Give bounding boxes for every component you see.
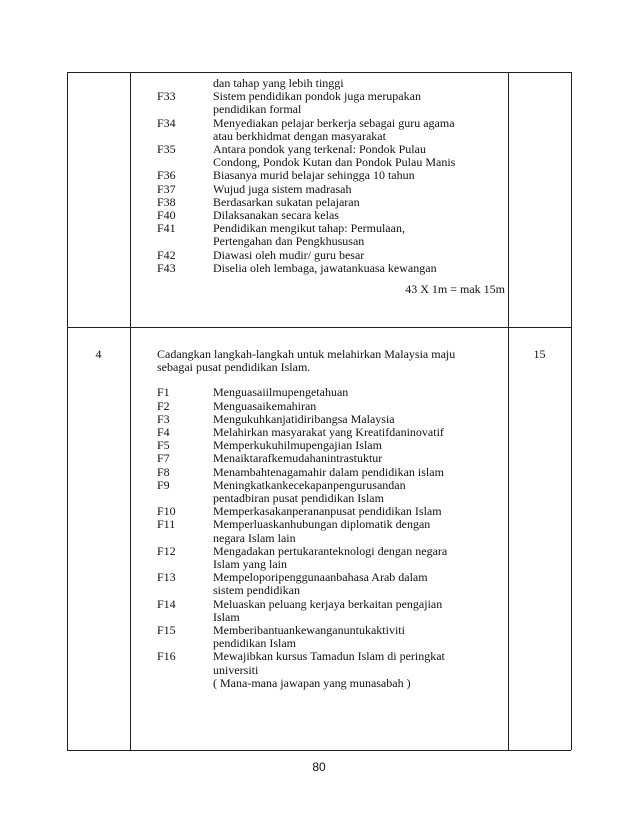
table-border-right (571, 72, 572, 750)
item-text: Memperkukuhilmupengajian Islam (213, 438, 382, 453)
item-code: F8 (157, 464, 170, 479)
item-code: F33 (157, 89, 176, 104)
item-code: F16 (157, 649, 176, 664)
list-item (157, 262, 507, 275)
item-text: universiti (213, 662, 259, 677)
list-item (157, 624, 507, 637)
row2-items (157, 386, 507, 690)
list-item (157, 664, 507, 677)
list-item (157, 466, 507, 479)
list-item (157, 400, 507, 413)
item-text: sistem pendidikan (213, 583, 300, 598)
list-item (157, 169, 507, 182)
list-item (157, 90, 507, 103)
list-item (157, 532, 507, 545)
item-code: F7 (157, 451, 170, 466)
list-item (157, 183, 507, 196)
item-text: Mengadakan pertukaranteknologi dengan negara (213, 543, 448, 558)
question-marks: 15 (533, 347, 546, 361)
item-text: pentadbiran pusat pendidikan Islam (213, 491, 384, 506)
list-item (157, 650, 507, 663)
list-item (157, 584, 507, 597)
item-text: Pertengahan dan Pengkhususan (213, 234, 365, 249)
item-code: F41 (157, 221, 176, 236)
item-text: Diselia oleh lembaga, jawatankuasa kewangan (213, 260, 437, 275)
item-code: F5 (157, 438, 170, 453)
item-text: Menambahtenagamahir dalam pendidikan islam (213, 464, 444, 479)
item-code: F2 (157, 398, 170, 413)
item-text: Memperluaskanhubungan diplomatik dengan (213, 517, 431, 532)
item-code: F14 (157, 596, 176, 611)
item-text: atau berkhidmat dengan masyarakat (213, 128, 386, 143)
item-text: Mempeloporipenggunaanbahasa Arab dalam (213, 570, 428, 585)
item-code: F13 (157, 570, 176, 585)
item-text: Menyediakan pelajar berkerja sebagai guru agama (213, 115, 455, 130)
list-item (157, 677, 507, 690)
item-text: Wujud juga sistem madrasah (213, 181, 352, 196)
item-text: Antara pondok yang terkenal: Pondok Pulau (213, 142, 426, 157)
list-item (157, 249, 507, 262)
list-item (157, 452, 507, 465)
item-code: F1 (157, 385, 170, 400)
row2-answer-list (157, 348, 507, 690)
answer-table (67, 72, 571, 750)
item-text: Islam (213, 609, 240, 624)
list-item (157, 518, 507, 531)
question-text: Cadangkan langkah-langkah untuk melahirkan Malaysia maju sebagai pusat pendidikan Islam. (157, 347, 456, 375)
item-code: F4 (157, 425, 170, 440)
item-code: F35 (157, 142, 176, 157)
list-item (157, 117, 507, 130)
item-code: F10 (157, 504, 176, 519)
item-text: Mewajibkan kursus Tamadun Islam di peringkat (213, 649, 445, 664)
table-border-left (67, 72, 68, 750)
item-text: negara Islam lain (213, 530, 296, 545)
item-text: Pendidikan mengikut tahap: Permulaan, (213, 221, 405, 236)
item-code: F34 (157, 115, 176, 130)
item-text: Memperkasakanperananpusat pendidikan Islam (213, 504, 442, 519)
item-text: Menguasaiilmupengetahuan (213, 385, 349, 400)
item-code: F40 (157, 208, 176, 223)
item-code: F43 (157, 260, 176, 275)
row1-answer-list (157, 77, 507, 296)
item-code: F9 (157, 477, 170, 492)
item-code: F11 (157, 517, 176, 532)
continuation-text: dan tahap yang lebih tinggi (213, 76, 344, 90)
item-text: Diawasi oleh mudir/ guru besar (213, 247, 365, 262)
list-item (157, 103, 507, 116)
item-text: Menaiktarafkemudahanintrastuktur (213, 451, 383, 466)
table-column-divider (508, 72, 509, 750)
item-code: F37 (157, 181, 176, 196)
item-text: Berdasarkan sukatan pelajaran (213, 194, 360, 209)
item-text: Mengukuhkanjatidiribangsa Malaysia (213, 411, 395, 426)
table-bottom-border (67, 750, 571, 751)
item-text: Islam yang lain (213, 557, 287, 572)
page-number: 80 (312, 760, 326, 774)
item-text: pendidikan formal (213, 102, 302, 117)
item-code: F12 (157, 543, 176, 558)
list-item (157, 598, 507, 611)
item-code: F3 (157, 411, 170, 426)
table-row-divider (67, 327, 571, 328)
item-text: Meningkatkankecekapanpengurusandan (213, 477, 406, 492)
item-code: F36 (157, 168, 176, 183)
marks-total: 43 X 1m = mak 15m (405, 282, 505, 297)
item-text: Memberibantuankewanganuntukaktiviti (213, 623, 405, 638)
list-item (157, 545, 507, 558)
item-code: F38 (157, 194, 176, 209)
row1-items (157, 90, 507, 275)
list-item (157, 386, 507, 399)
table-column-divider (130, 72, 131, 750)
item-text: pendidikan Islam (213, 636, 296, 651)
item-text: Dilaksanakan secara kelas (213, 208, 339, 223)
item-text: Sistem pendidikan pondok juga merupakan (213, 89, 421, 104)
item-text: Meluaskan peluang kerjaya berkaitan pengajian (213, 596, 443, 611)
table-top-border (67, 72, 571, 73)
question-number: 4 (95, 347, 102, 361)
list-item (157, 571, 507, 584)
item-code: F15 (157, 623, 176, 638)
item-text: ( Mana-mana jawapan yang munasabah ) (213, 675, 411, 690)
item-text: Condong, Pondok Kutan dan Pondok Pulau Manis (213, 155, 456, 170)
item-text: Menguasaikemahiran (213, 398, 317, 413)
item-text: Biasanya murid belajar sehingga 10 tahun (213, 168, 415, 183)
list-item (157, 235, 507, 248)
item-text: Melahirkan masyarakat yang Kreatifdaninovatif (213, 425, 444, 440)
item-code: F42 (157, 247, 176, 262)
